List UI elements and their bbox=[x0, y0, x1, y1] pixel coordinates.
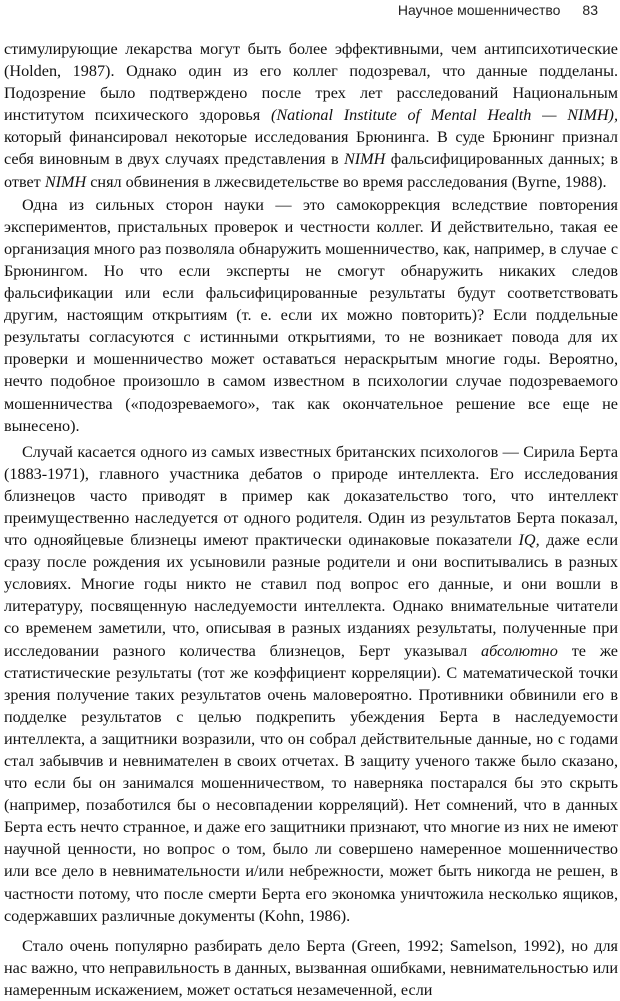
text-run: который финансировал некоторые исследования Брюнинга. В суде Брюнинг признал себя виновным в двух случаях представления в bbox=[4, 128, 618, 169]
running-header bbox=[398, 2, 598, 18]
running-title: Научное мошенничество bbox=[397, 2, 561, 18]
paragraph-1 bbox=[4, 38, 618, 193]
page-number: 83 bbox=[582, 2, 598, 18]
italic-run: NIMH bbox=[343, 150, 386, 169]
paragraph-3 bbox=[4, 441, 618, 927]
text-run: даже если сразу после рождения их усыновили разные родители и они воспитывались в разных условиях. Многие годы никто не ставил под вопрос его данные, и они вошли в литературу, посвященную наследуемости интеллекта. Однако внимательные читатели со временем заметили, что, описывая в разных изданиях результаты, полученные при исследовании разного количества близнецов, Берт указывал bbox=[4, 531, 619, 660]
text-run: Случай касается одного из самых известных британских психологов — Сирила Берта (1883-1971), главного участника дебатов о природе интеллекта. Его исследования близнецов часто приводят в пример как доказательство того, что интеллект преимущественно наследуется от одного родителя. Один из результатов Берта показал, что однояйцевые близнецы имеют практически одинаковые показатели bbox=[4, 442, 618, 550]
paragraph-4 bbox=[4, 935, 618, 1001]
italic-run: (National Institute of Mental Health — NIMH), bbox=[270, 106, 618, 125]
text-run: снял обвинения в лжесвидетельстве во время расследования (Byrne, 1988). bbox=[86, 172, 607, 191]
text-run: те же статистические результаты (тот же коэффициент корреляции). С математической точки зрения получение таких результатов очень маловероятно. Противники обвинили его в подделке результатов с целью подкрепить убеждения Берта в наследуемости интеллекта, а защитники возразили, что он собрал действительные данные, но с годами стал забывчив и невнимателен в своих отчетах. В защиту ученого также было сказано, что если бы он занимался мошенничеством, то наверняка постарался бы это скрыть (например, позаботился бы о несовпадении корреляций). Нет сомнений, что в данных Берта есть нечто странное, и даже его защитники признают, что многие из них не имеют научной ценности, но вопрос о том, было ли совершено намеренное мошенничество или все дело в невнимательности и/или небрежности, может быть никогда не решен, в частности потому, что после смерти Берта его экономка уничтожила несколько ящиков, содержавших различные документы (Kohn, 1986). bbox=[4, 641, 618, 925]
paragraph-2 bbox=[4, 194, 618, 437]
body-text bbox=[4, 38, 618, 1001]
italic-run: NIMH bbox=[44, 172, 87, 191]
italic-run: абсолютно bbox=[481, 641, 558, 660]
text-run: фальсифицированных данных; в ответ bbox=[4, 150, 618, 191]
text-run: стимулирующие лекарства могут быть более эффективными, чем антипсихотические (Holden, 1987). Однако один из его коллег подозревал, что данные подделаны. Подозрение было подтверждено после трех лет расследований Национальным институтом психического здоровья bbox=[4, 40, 618, 125]
text-run: Стало очень популярно разбирать дело Берта (Green, 1992; Samelson, 1992), но для нас важно, что неправильность в данных, вызванная ошибками, невнимательностью или намеренным искажением, может остаться незамеченной, если bbox=[4, 936, 618, 999]
italic-run: IQ, bbox=[518, 531, 540, 550]
text-run: Одна из сильных сторон науки — это самокоррекция вследствие повторения экспериментов, пристальных проверок и честности коллег. И действительно, такая ее организация много раз позволяла обнаружить мошенничество, как, например, в случае с Брюнингом. Но что если эксперты не смогут обнаружить никаких следов фальсификации или если фальсифицированные результаты будут соответствовать другим, настоящим открытиям (т. е. если их можно повторить)? Если поддельные результаты согласуются с истинными открытиями, то не возникает повода для их проверки и мошенничество может оставаться нераскрытым многие годы. Вероятно, нечто подобное произошло в самом известном в психологии случае подозреваемого мошенничества («подозреваемого», так как окончательное решение все еще не вынесено). bbox=[4, 195, 618, 435]
